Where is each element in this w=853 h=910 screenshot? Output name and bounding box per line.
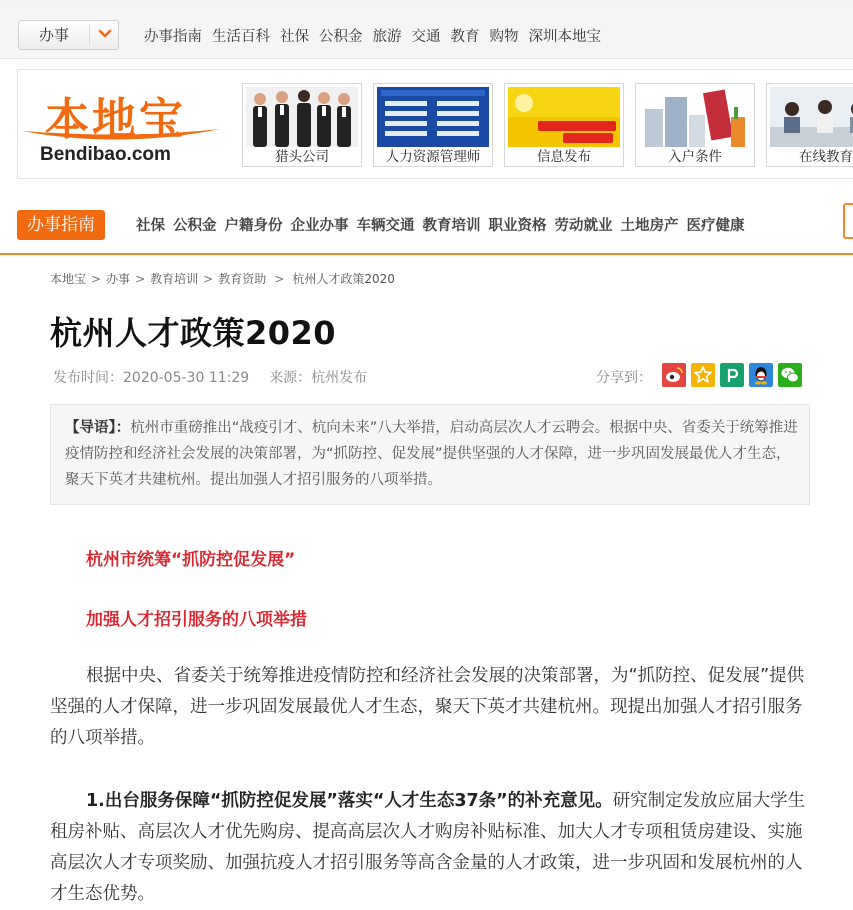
guide-badge[interactable]: 办事指南 bbox=[17, 210, 105, 240]
site-header bbox=[17, 69, 853, 179]
thumb-online-education[interactable] bbox=[766, 83, 853, 167]
top-nav-link-social-security[interactable]: 社保 bbox=[280, 29, 309, 45]
publish-label: 发布时间： bbox=[53, 370, 123, 386]
top-nav-link-shenzhen[interactable]: 深圳本地宝 bbox=[528, 29, 601, 45]
wechat-icon[interactable] bbox=[778, 363, 802, 387]
source-label: 来源： bbox=[269, 370, 312, 386]
section-subtitle: 杭州市统筹“抓防控促发展” bbox=[86, 550, 296, 570]
classroom-image bbox=[770, 87, 853, 147]
thumb-caption: 信息发布 bbox=[537, 149, 591, 165]
top-nav-bar bbox=[0, 6, 853, 59]
logo-chinese-text: 本地宝 bbox=[45, 94, 186, 145]
section-subtitle: 加强人才招引服务的八项举措 bbox=[86, 610, 307, 630]
lead-label: 【导语】： bbox=[65, 420, 131, 436]
paragraph-heading: 1.出台服务保障“抓防控促发展”落实“人才生态37条”的补充意见。 bbox=[86, 791, 613, 811]
thumb-info-publish[interactable] bbox=[504, 83, 624, 167]
breadcrumb-item[interactable]: 办事 bbox=[106, 272, 131, 286]
breadcrumb-separator: > bbox=[91, 272, 102, 286]
breadcrumb-item[interactable]: 本地宝 bbox=[50, 272, 87, 286]
section-link-vehicles[interactable]: 车辆交通 bbox=[356, 218, 415, 234]
article-paragraph bbox=[50, 786, 810, 910]
breadcrumb-separator: > bbox=[203, 272, 214, 286]
breadcrumb-current: 杭州人才政策2020 bbox=[292, 272, 395, 286]
logo-swoosh-icon bbox=[20, 127, 225, 143]
thumb-headhunter[interactable] bbox=[242, 83, 362, 167]
breadcrumb-separator: > bbox=[274, 272, 285, 286]
search-box-edge[interactable] bbox=[843, 203, 853, 239]
top-nav-link-life[interactable]: 生活百科 bbox=[212, 29, 270, 45]
section-link-housing-fund[interactable]: 公积金 bbox=[173, 218, 217, 234]
city-buildings-image bbox=[639, 87, 751, 147]
share-label: 分享到： bbox=[596, 370, 652, 386]
banshi-dropdown[interactable] bbox=[18, 20, 119, 50]
source-name: 杭州发布 bbox=[311, 370, 368, 386]
article-meta bbox=[53, 367, 367, 387]
business-people-image bbox=[246, 87, 358, 147]
banshi-dropdown-label: 办事 bbox=[38, 26, 69, 44]
site-logo[interactable] bbox=[20, 83, 230, 173]
promo-banner-image bbox=[508, 87, 620, 147]
top-nav-link-education[interactable]: 教育 bbox=[450, 29, 480, 45]
section-link-healthcare[interactable]: 医疗健康 bbox=[686, 218, 745, 234]
breadcrumb bbox=[50, 270, 395, 287]
logo-english-text: Bendibao.com bbox=[40, 144, 171, 165]
breadcrumb-separator: > bbox=[135, 272, 146, 286]
thumb-hr-manager[interactable] bbox=[373, 83, 493, 167]
thumb-caption: 在线教育 bbox=[799, 149, 853, 165]
article-paragraph: 根据中央、省委关于统筹推进疫情防控和经济社会发展的决策部署，为“抓防控、促发展”提供坚强的人才保障，进一步巩固发展最优人才生态，聚天下英才共建杭州。现提出加强人才招引服务的八项举措。 bbox=[50, 666, 805, 748]
lead-text: 杭州市重磅推出“战疫引才、杭向未来”八大举措，启动高层次人才云聘会。根据中央、省委关于统筹推进疫情防控和经济社会发展的决策部署，为“抓防控、促发展”提供坚强的人才保障，进一步巩固发展最优人才生态，聚天下英才共建杭州。提出加强人才招引服务的八项举措。 bbox=[65, 420, 798, 488]
top-nav-links bbox=[144, 25, 601, 46]
section-link-real-estate[interactable]: 土地房产 bbox=[620, 218, 679, 234]
breadcrumb-item[interactable]: 教育培训 bbox=[150, 272, 199, 286]
breadcrumb-item[interactable]: 教育资助 bbox=[218, 272, 267, 286]
publish-time: 2020-05-30 11:29 bbox=[123, 370, 250, 386]
qq-icon[interactable] bbox=[749, 363, 773, 387]
thumb-caption: 入户条件 bbox=[668, 149, 722, 165]
section-link-employment[interactable]: 劳动就业 bbox=[554, 218, 613, 234]
qzone-icon[interactable] bbox=[691, 363, 715, 387]
weibo-icon[interactable] bbox=[662, 363, 686, 387]
thumb-caption: 猎头公司 bbox=[275, 149, 329, 165]
dropdown-divider bbox=[89, 25, 90, 45]
article-lead bbox=[50, 404, 810, 505]
page-title: 杭州人才政策2020 bbox=[50, 314, 337, 352]
exam-table-image bbox=[377, 87, 489, 147]
pengyou-icon[interactable] bbox=[720, 363, 744, 387]
top-nav-link-housing-fund[interactable]: 公积金 bbox=[319, 29, 363, 45]
thumb-caption: 人力资源管理师 bbox=[385, 149, 481, 165]
section-link-qualification[interactable]: 职业资格 bbox=[488, 218, 547, 234]
top-nav-link-travel[interactable]: 旅游 bbox=[372, 29, 402, 45]
section-link-business[interactable]: 企业办事 bbox=[290, 218, 349, 234]
paragraph-text: 研究制定发放应届大学生租房补贴、高层次人才优先购房、提高高层次人才购房补贴标准、加大人才专项租赁房建设、实施高层次人才专项奖励、加强抗疫人才招引服务等高含金量的人才政策，进一步巩固和发展杭州的人才生态优势。 bbox=[50, 791, 806, 904]
section-nav-links bbox=[136, 214, 745, 235]
thumb-hukou[interactable] bbox=[635, 83, 755, 167]
chevron-down-icon bbox=[97, 26, 113, 42]
top-nav-link-traffic[interactable]: 交通 bbox=[411, 29, 441, 45]
section-nav-bar bbox=[0, 203, 853, 255]
section-link-hukou-id[interactable]: 户籍身份 bbox=[224, 218, 283, 234]
section-link-social-security[interactable]: 社保 bbox=[136, 218, 165, 234]
top-nav-link-shopping[interactable]: 购物 bbox=[489, 29, 519, 45]
section-link-education[interactable]: 教育培训 bbox=[422, 218, 481, 234]
top-nav-link-guide[interactable]: 办事指南 bbox=[144, 29, 202, 45]
